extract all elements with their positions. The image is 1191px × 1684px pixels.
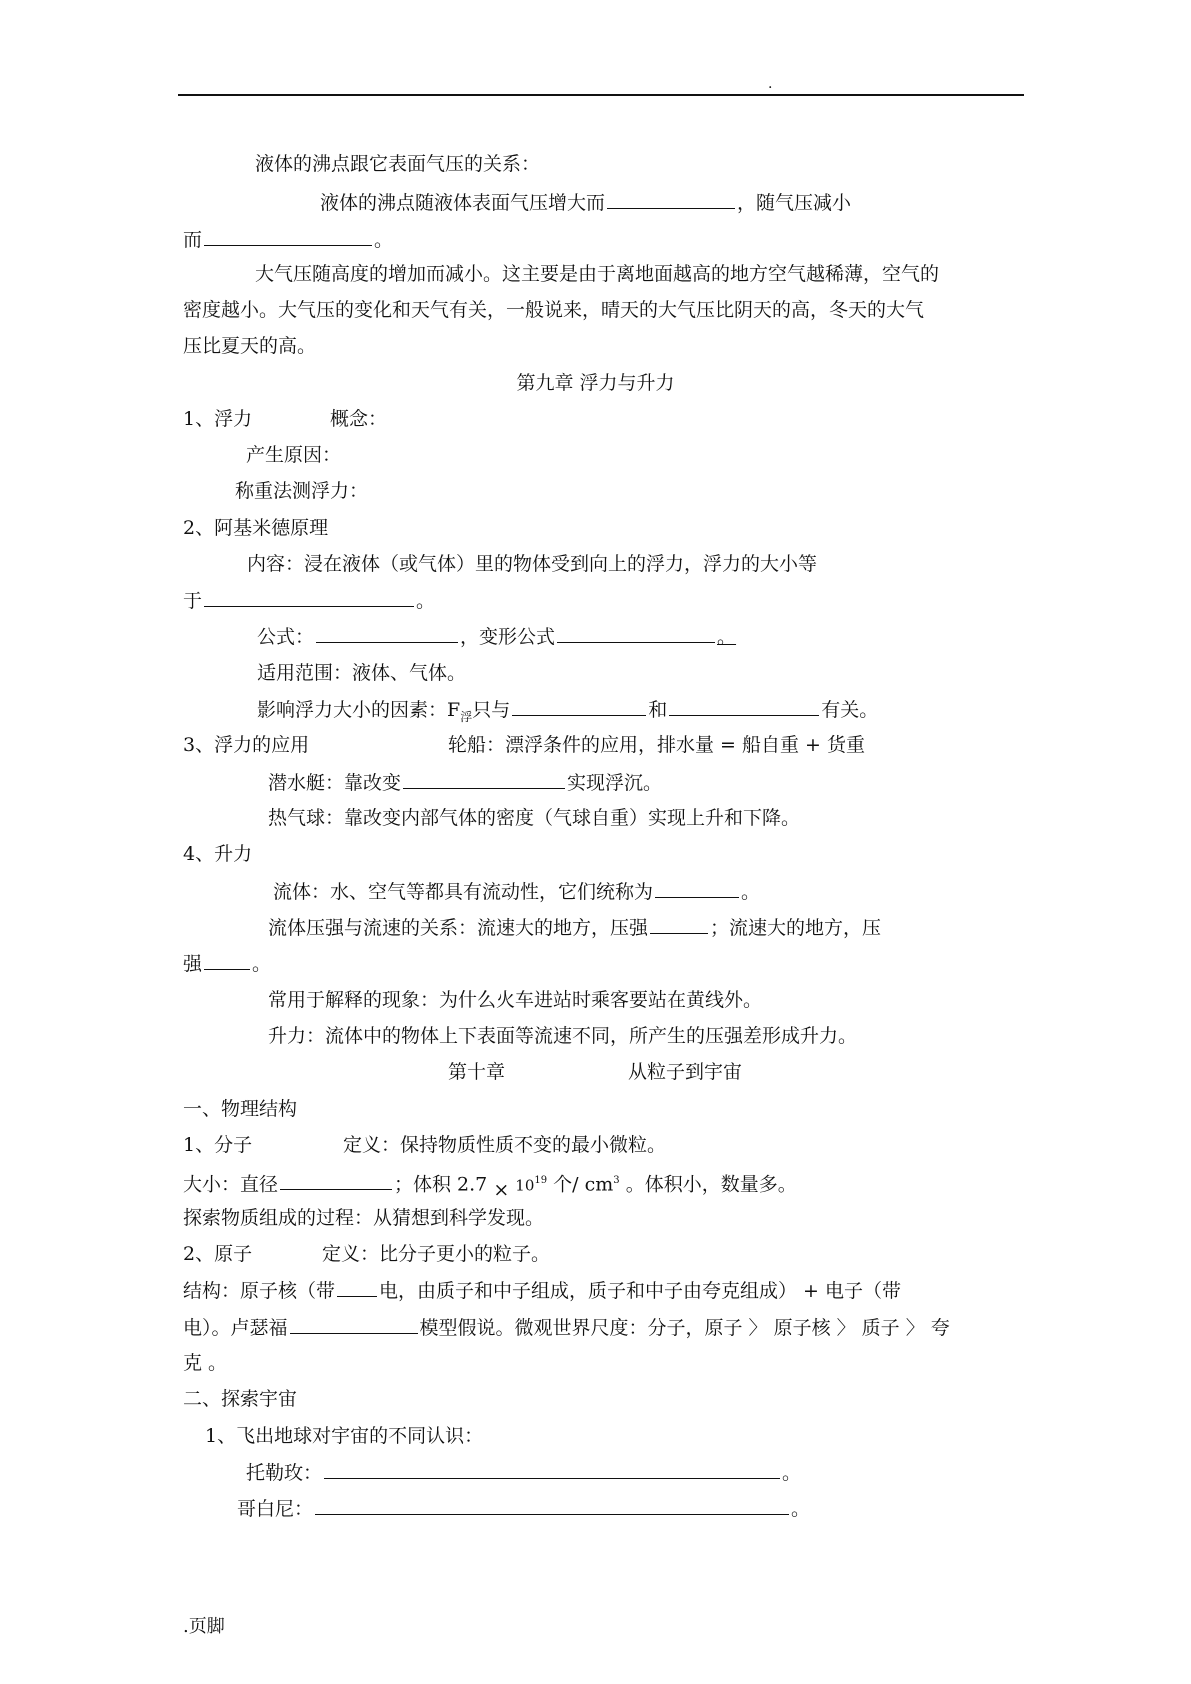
fill-blank — [316, 624, 458, 643]
text-line: 4、升力 — [183, 843, 253, 865]
text-line: 定义：保持物质性质不变的最小微粒。 — [343, 1134, 667, 1156]
chapter-9-title: 第九章 浮力与升力 — [516, 372, 675, 394]
text-line — [268, 915, 881, 940]
text-span: 电，由质子和中子组成，质子和中子由夸克组成） + 电子（带 — [379, 1280, 902, 1302]
fill-blank — [607, 190, 735, 209]
text-span: 潜水艇：靠改变 — [268, 772, 402, 794]
chapter-10-subtitle: 从粒子到宇宙 — [628, 1061, 743, 1083]
text-line: 适用范围：液体、气体。 — [257, 662, 467, 684]
text-span: ，变形公式 — [460, 626, 556, 648]
text-span: 公式： — [257, 626, 315, 648]
text-line: 常用于解释的现象：为什么火车进站时乘客要站在黄线外。 — [268, 989, 763, 1011]
text-line: 密度越小。大气压的变化和天气有关，一般说来，晴天的大气压比阴天的高，冬天的大气 — [183, 299, 925, 321]
text-span: 结构：原子核（带 — [183, 1280, 336, 1302]
text-span: 强 — [183, 953, 203, 975]
text-line — [183, 227, 393, 252]
page-footer: .页脚 — [183, 1616, 225, 1637]
fill-blank — [655, 879, 739, 898]
text-line: 大气压随高度的增加而减小。这主要是由于离地面越高的地方空气越稀薄，空气的 — [255, 263, 940, 285]
text-line: 称重法测浮力： — [235, 480, 369, 502]
text-line: 二、探索宇宙 — [183, 1388, 298, 1410]
text-line: 3、浮力的应用 — [183, 734, 310, 756]
text-span: 10 — [515, 1176, 535, 1195]
fill-blank — [204, 588, 414, 607]
text-line — [183, 1278, 901, 1303]
text-span: 只与 — [472, 699, 511, 721]
text-line: 液体的沸点跟它表面气压的关系： — [255, 153, 541, 175]
text-line — [273, 879, 760, 904]
text-line: 概念： — [330, 408, 388, 430]
text-line: 内容：浸在液体（或气体）里的物体受到向上的浮力，浮力的大小等 — [247, 553, 818, 575]
text-line — [320, 190, 851, 215]
fill-blank — [557, 624, 715, 643]
text-line — [183, 588, 435, 613]
superscript: 3 — [613, 1175, 620, 1186]
text-span: 。 — [416, 590, 436, 612]
fill-blank — [324, 1460, 780, 1479]
text-line: 定义：比分子更小的粒子。 — [322, 1243, 551, 1265]
text-line — [257, 624, 736, 649]
text-line — [183, 951, 271, 976]
fill-blank — [650, 915, 708, 934]
text-line — [183, 1169, 797, 1202]
fill-blank — [315, 1496, 789, 1515]
text-span: 模型假说。微观世界尺度：分子，原子 〉 原子核 〉 质子 〉 夸 — [419, 1317, 950, 1339]
fill-blank — [403, 770, 565, 789]
text-span: 电）。卢瑟福 — [183, 1317, 288, 1339]
text-span: 。 — [741, 881, 761, 903]
text-span: 。体积小，数量多。 — [625, 1173, 797, 1196]
text-span: 。 — [782, 1462, 802, 1484]
fill-blank — [290, 1315, 418, 1334]
text-span: 流体压强与流速的关系：流速大的地方，压强 — [268, 917, 649, 939]
fill-blank — [669, 697, 819, 716]
header-rule — [178, 94, 1024, 96]
text-span: 。 — [374, 229, 394, 251]
text-span: 流体：水、空气等都具有流动性，它们统称为 — [273, 881, 654, 903]
text-line — [237, 1496, 810, 1521]
text-line: 一、物理结构 — [183, 1098, 298, 1120]
chapter-10-title: 第十章 — [448, 1061, 506, 1083]
text-span: ；流速大的地方，压 — [710, 917, 882, 939]
text-line: 1、飞出地球对宇宙的不同认识： — [205, 1425, 484, 1447]
superscript: 19 — [534, 1175, 548, 1186]
text-line: 1、分子 — [183, 1134, 253, 1156]
text-span: 影响浮力大小的因素：F — [257, 699, 461, 721]
text-span: 哥白尼： — [237, 1498, 314, 1520]
subscript: 浮 — [460, 709, 473, 724]
text-line — [183, 1315, 950, 1340]
text-span: 于 — [183, 590, 203, 612]
text-line: 轮船：漂浮条件的应用，排水量 = 船自重 + 货重 — [448, 734, 865, 756]
text-span: ，随气压减小 — [737, 192, 852, 214]
times-sign: × — [493, 1179, 510, 1202]
text-span: 。 — [717, 626, 737, 648]
text-span: 实现浮沉。 — [567, 772, 663, 794]
text-line — [246, 1460, 801, 1485]
fill-blank — [337, 1278, 377, 1297]
text-span: 有关。 — [821, 699, 879, 721]
text-line: 产生原因： — [246, 444, 342, 466]
text-span: 液体的沸点随液体表面气压增大而 — [320, 192, 606, 214]
fill-blank — [204, 951, 250, 970]
text-span: 托勒玫： — [246, 1462, 323, 1484]
text-line: 探索物质组成的过程：从猜想到科学发现。 — [183, 1207, 545, 1229]
text-span: 。 — [252, 953, 272, 975]
text-line: 2、原子 — [183, 1243, 253, 1265]
text-line — [257, 697, 878, 729]
text-span: 。 — [791, 1498, 811, 1520]
text-span: ；体积 2.7 — [394, 1173, 488, 1196]
fill-blank — [204, 227, 372, 246]
text-span: 而 — [183, 229, 203, 251]
text-line: 热气球：靠改变内部气体的密度（气球自重）实现上升和下降。 — [268, 807, 801, 829]
text-span: 个/ cm — [553, 1173, 614, 1196]
fill-blank — [280, 1171, 392, 1190]
text-line: 压比夏天的高。 — [183, 335, 317, 357]
text-line: 1、浮力 — [183, 408, 253, 430]
text-line: 克 。 — [183, 1352, 228, 1374]
text-span: 大小：直径 — [183, 1173, 279, 1196]
text-line: 升力：流体中的物体上下表面等流速不同，所产生的压强差形成升力。 — [268, 1025, 858, 1047]
header-mark: . — [768, 76, 773, 92]
text-line: 2、阿基米德原理 — [183, 517, 329, 539]
fill-blank — [512, 697, 646, 716]
text-line — [268, 770, 662, 795]
text-span: 和 — [648, 699, 668, 721]
